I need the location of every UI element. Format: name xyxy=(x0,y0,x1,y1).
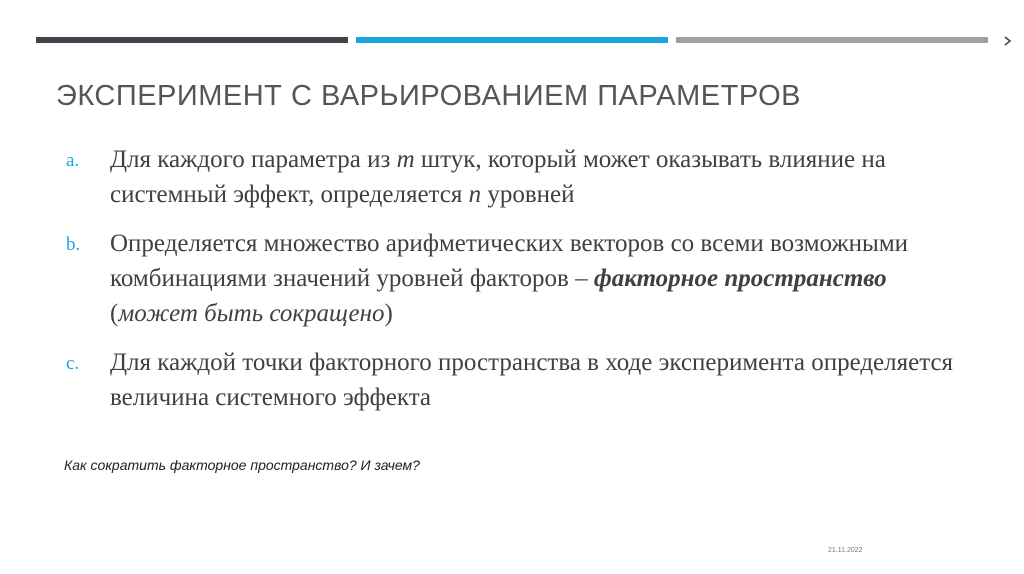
bullet-text: уровней xyxy=(481,181,575,208)
bullet-text: ) xyxy=(384,300,393,327)
bullet-text: Для каждого параметра из xyxy=(110,146,397,173)
bullet-text: ( xyxy=(110,300,119,327)
slide-title: ЭКСПЕРИМЕНТ С ВАРЬИРОВАНИЕМ ПАРАМЕТРОВ xyxy=(56,80,801,112)
bullet-note: может быть сокращено xyxy=(118,300,385,327)
header-bar-dark xyxy=(36,37,348,43)
bullet-item xyxy=(66,345,966,415)
bullet-text: штук, который может оказывать влияние на системный эффект, определяется xyxy=(110,146,886,208)
header-bar-accent xyxy=(356,37,668,43)
bullet-text: Для каждой точки факторного пространства в ходе эксперимента определяется величина системного эффекта xyxy=(110,349,954,411)
header-bar-light xyxy=(676,37,988,43)
bullet-list xyxy=(66,142,966,429)
bullet-marker: a. xyxy=(66,150,80,171)
bullet-marker: b. xyxy=(66,234,81,255)
question-text: Как сократить факторное пространство? И зачем? xyxy=(64,457,420,473)
bullet-marker: c. xyxy=(66,353,80,374)
variable-n: n xyxy=(468,181,482,208)
key-term: факторное пространство xyxy=(593,265,887,292)
bullet-item xyxy=(66,142,966,212)
bullet-text: Определяется множество арифметических векторов со всеми возможными комбинациями значений уровней факторов – xyxy=(110,230,909,292)
bullet-item xyxy=(66,226,966,331)
slide-date: 21.11.2022 xyxy=(828,547,863,554)
chevron-right-icon xyxy=(1003,36,1013,46)
variable-m: m xyxy=(396,146,415,173)
